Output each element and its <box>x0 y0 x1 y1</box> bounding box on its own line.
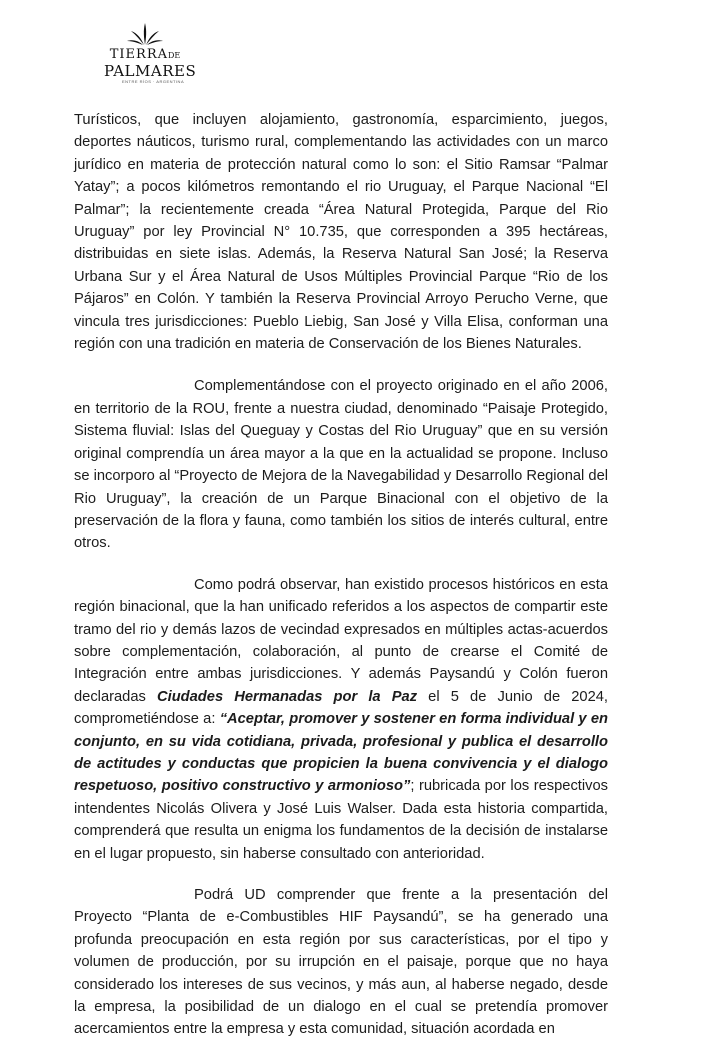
tierra-de-palmares-logo <box>104 22 197 106</box>
compromiso-quote: “Aceptar, promover y sostener en forma individual y en conjunto, en su vida cotidiana, privada, profesional y publica el desarrollo de actitudes y conductas que propicien la buena convivencia y el dialogo respetuoso, positivo constructivo y armonioso” <box>74 711 608 795</box>
paragraph-4: Podrá UD comprender que frente a la presentación del Proyecto “Planta de e-Combustibles HIF Paysandú”, se ha generado una profunda preocupación en esta región por sus características, por el tipo y volumen de producción, por su irrupción en el paisaje, porque que no haya considerado los intereses de sus vecinos, y más aun, al haberse negado, desde la empresa, la posibilidad de un dialogo en el cual se pretendía promover acercamientos entre la empresa y esta comunidad, situación acordada en <box>74 887 608 1038</box>
ciudades-hermanadas-emphasis: Ciudades Hermanadas por la Paz <box>157 688 418 705</box>
logo-line-2: PALMARES <box>104 62 197 80</box>
palm-leaves-icon <box>125 22 165 46</box>
paragraph-2: Complementándose con el proyecto originado en el año 2006, en territorio de la ROU, frente a nuestra ciudad, denominado “Paisaje Protegido, Sistema fluvial: Islas del Queguay y Costas del Rio Uruguay” que en su versión original comprendía un área mayor a la que en la actualidad se propone. Incluso se incorporo al “Proyecto de Mejora de la Navegabilidad y Desarrollo Regional del Rio Uruguay”, la creación de un Parque Binacional con el objetivo de la preservación de la flora y fauna, como también los sitios de interés cultural, entre otros. <box>74 378 608 552</box>
paragraph-1: Turísticos, que incluyen alojamiento, gastronomía, esparcimiento, juegos, deportes náuticos, turismo rural, complementando las actividades con un marco jurídico en materia de protección natural como lo son: el Sitio Ramsar “Palmar Yatay”; a pocos kilómetros remontando el rio Uruguay, el Parque Nacional “El Palmar”; la recientemente creada “Área Natural Protegida, Parque del Rio Uruguay” por ley Provincial N° 10.735, que corresponden a 395 hectáreas, distribuidas en siete islas. Además, la Reserva Natural San José; la Reserva Urbana Sur y el Área Natural de Usos Múltiples Provincial Parque “Rio de los Pájaros” en Colón. Y también la Reserva Provincial Arroyo Perucho Verne, que vincula tres jurisdicciones: Pueblo Liebig, San José y Villa Elisa, conforman una región con una tradición en materia de Conservación de los Bienes Naturales. <box>74 112 608 353</box>
paragraph-3: Como podrá observar, han existido procesos históricos en esta región binacional, que la han unificado referidos a los aspectos de compartir este tramo del rio y demás lazos de vecindad expresados en múltiples actas-acuerdos sobre complementación, colaboración, al punto de crearse el Comité de Integración entre ambas jurisdicciones. Y además Paysandú y Colón fueron declaradas Ciudades Hermanadas por la Paz el 5 de Junio de 2024, comprometiéndose a: “Aceptar, promover y sostener en forma individual y en conjunto, en su vida cotidiana, privada, profesional y publica el desarrollo de actitudes y conductas que propicien la buena convivencia y el dialogo respetuoso, positivo constructivo y armonioso”; rubricada por los respectivos intendentes Nicolás Olivera y José Luis Walser. Dada esta historia compartida, comprenderá que resulta un enigma los fundamentos de la decisión de instalarse en el lugar propuesto, sin haberse consultado con anterioridad. <box>74 576 609 862</box>
logo-tagline: ENTRE RÍOS · ARGENTINA <box>122 79 185 84</box>
letter-body <box>74 109 608 1060</box>
logo-line-1: TIERRADE <box>109 47 181 62</box>
